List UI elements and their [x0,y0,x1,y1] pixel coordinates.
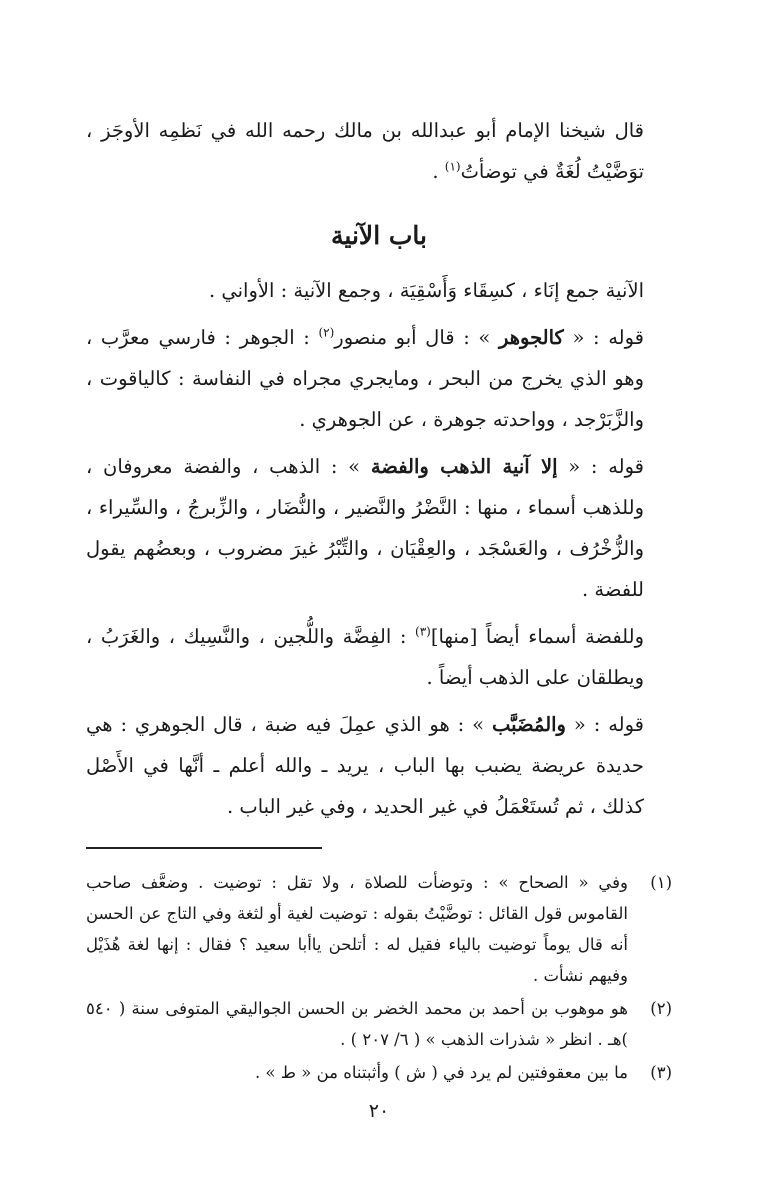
dhahab-post: » : الذهب ، والفضة معروفان ، وللذهب أسماء ، منها : النَّضْرُ والنَّضير ، والنُّضَار ، والزِّبرجُ ، والسِّيراء ، والزُّخْرُف ، والعَسْجَد ، والعِقْيَان ، والتِّبْرُ غيرَ مضروب ، وبعضُهم يقول للفضة . [86,455,644,601]
jawhar-pre: قوله : « [563,326,644,349]
mudabbab-paragraph [86,704,672,827]
footnote-3 [86,1057,672,1088]
intro-paragraph [86,110,672,192]
footnote-number: (١) [650,873,672,892]
definition-paragraph: الآنية جمع إنَاء ، كسِقَاء وَأَسْقِيَة ، وجمع الآنية : الأواني . [208,279,644,302]
chapter-title: باب الآنية [331,221,427,250]
fidda-pre: وللفضة أسماء أيضاً [منها] [430,625,644,648]
footnote-text: وفي « الصحاح » : وتوضأت للصلاة ، ولا تقل : توضيت . وضعَّف صاحب القاموس قول القائل : توضَّيْتُ بقوله : توضيت لغية أو لثغة وفي التاج عن الحسن أنه قال يوماً توضيت بالياء فقيل له : أتلحن ياأبا سعيد ؟ فقال : إنها لغة هُذَيْل وفيهم نشأت . [86,873,628,985]
dhahab-paragraph [86,446,672,610]
footnote-divider [86,847,322,849]
jawhar-mid: » : قال أبو منصور [334,326,499,349]
dhahab-term: إلا آنية الذهب والفضة [370,455,558,478]
fidda-post: : الفِضَّة واللُّجين ، والنَّسِيك ، والغَرَبُ ، ويطلقان على الذهب أيضاً . [86,625,644,689]
intro-end: . [432,160,445,183]
jawhar-post: : الجوهر : فارسي معرَّب ، وهو الذي يخرج من البحر ، ومايجري مجراه في النفاسة : كالياقوت ، والزَّبَرْجد ، وواحدته جوهرة ، عن الجوهري . [86,326,644,431]
dhahab-pre: قوله : « [557,455,645,478]
footnotes [86,867,672,1088]
footnote-text: ما بين معقوفتين لم يرد في ( ش ) وأثبتناه من « ط » . [254,1063,628,1082]
footnote-number: (٣) [650,1063,672,1082]
intro-text: قال شيخنا الإمام أبو عبدالله بن مالك رحمه الله في نَظمِه الأوجَز ، توَضَّيْتُ لُغَةٌ في توضأتُ [86,119,644,183]
mudabbab-pre: قوله : « [565,713,644,736]
footnote-2 [86,993,672,1055]
fidda-paragraph [86,616,672,698]
jawhar-paragraph [86,317,672,440]
footnote-1 [86,867,672,991]
mudabbab-post: » : هو الذي عمِلَ فيه ضبة ، قال الجوهري : هي حديدة عريضة يضبب بها الباب ، يريد ـ والله أعلم ـ أنَّها في الأَصْل كذلك ، ثم تُستَعْمَلُ في غير الحديد ، وفي غير الباب . [86,713,644,818]
footnote-text: هو موهوب بن أحمد بن محمد الخضر بن الحسن الجواليقي المتوفى سنة ( ٥٤٠ )هـ . انظر « شذرات الذهب » ( ٦/ ٢٠٧ ) . [86,999,628,1049]
page-number: ٢٠ [368,1100,390,1122]
footnote-number: (٢) [650,999,672,1018]
book-page [86,110,672,1122]
footnote-ref-3: (٣) [415,624,431,639]
jawhar-term: كالجوهر [498,326,564,349]
footnote-ref-2: (٢) [318,325,335,340]
mudabbab-term: والمُضَبَّب [491,713,566,736]
footnote-ref-1: (١) [444,159,461,174]
